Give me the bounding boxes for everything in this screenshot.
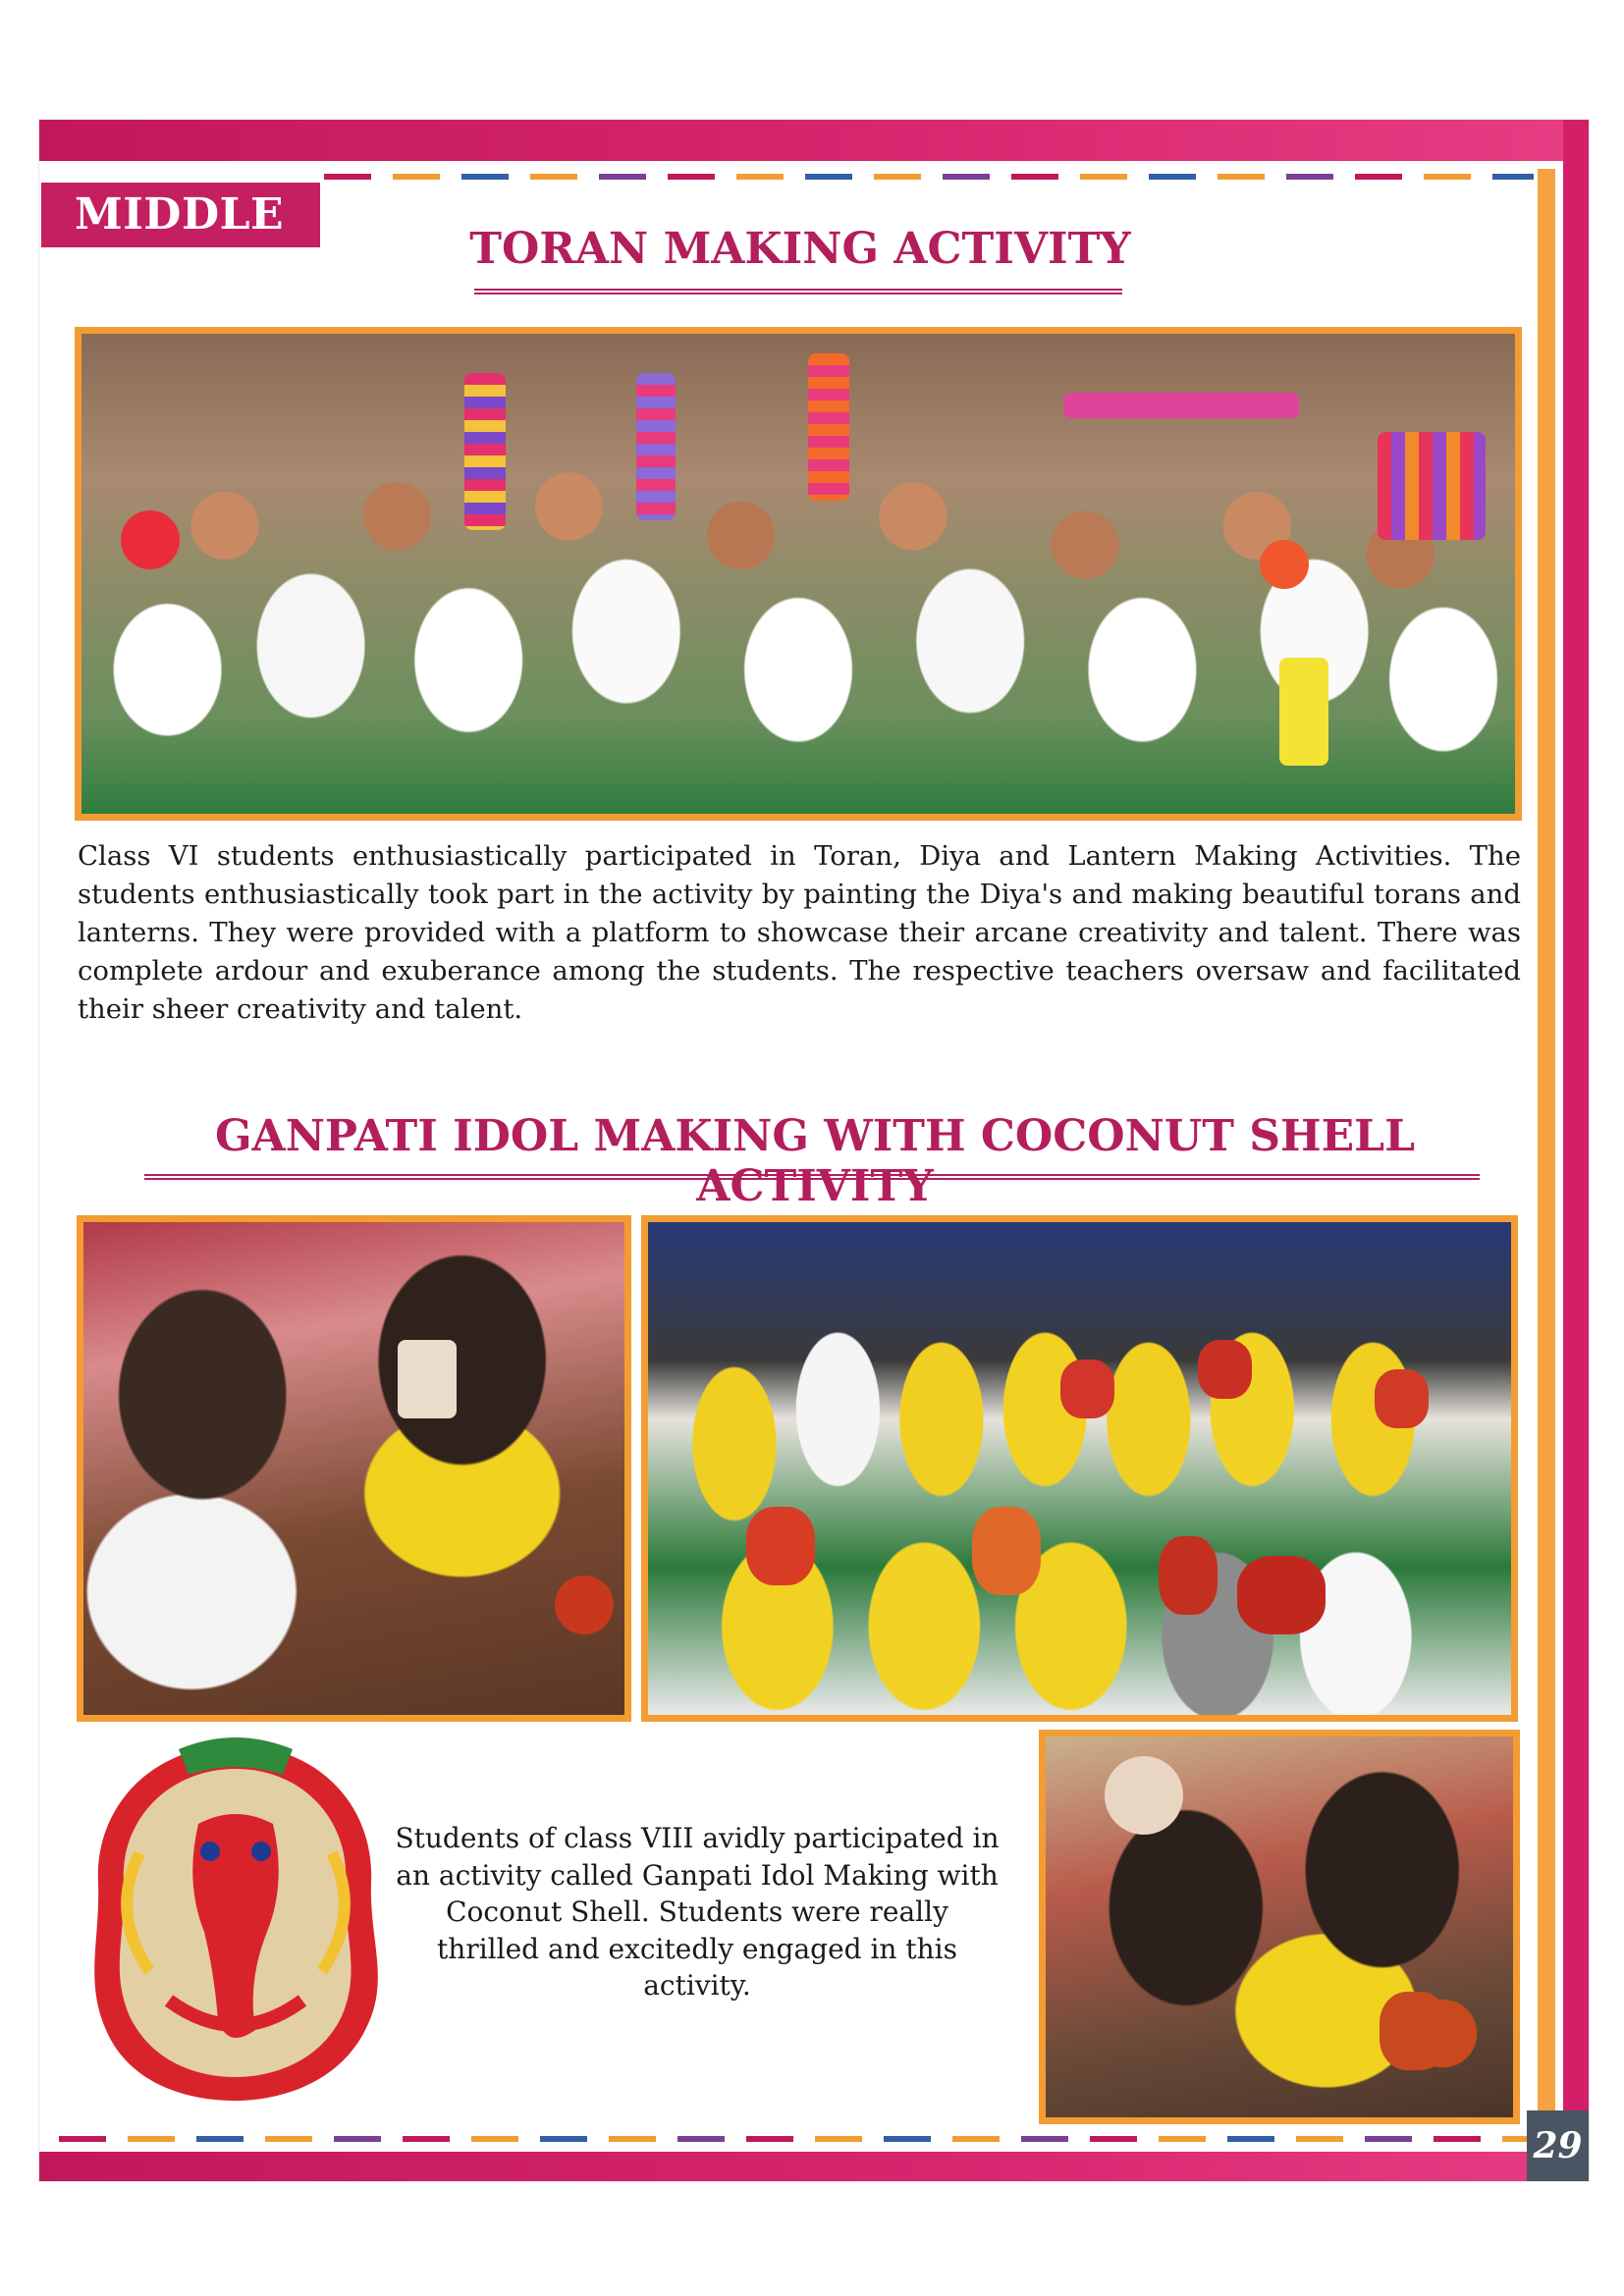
class-viii-group-photo (641, 1215, 1518, 1722)
section2-title: GANPATI IDOL MAKING WITH COCONUT SHELL ACTIVITY (214, 1111, 1416, 1211)
toran-group-photo (75, 327, 1522, 821)
page-number: 29 (1527, 2110, 1589, 2181)
section1-title: TORAN MAKING ACTIVITY (469, 224, 1131, 274)
dashed-divider-bottom (59, 2136, 1532, 2142)
idol-making-closeup-photo (77, 1215, 631, 1722)
section-tag: MIDDLE (41, 183, 320, 247)
section2-body: Students of class VIII avidly participated in an activity called Ganpati Idol Making with Coconut Shell. Students were really thrilled and excitedly engaged in this activity. (395, 1822, 1000, 2002)
right-border-orange (1538, 169, 1555, 2132)
right-border-pink (1563, 120, 1589, 2181)
ganpati-idol-image (81, 1735, 391, 2109)
section1-body: Class VI students enthusiastically participated in Toran, Diya and Lantern Making Activities. The students enthusiastically took part in the activity by painting the Diya's and making beautiful torans and lanterns. They were provided with a platform to showcase their arcane creativity and talent. There was complete ardour and exuberance among the students. The respective teachers oversaw and facilitated their sheer creativity and talent. (78, 840, 1521, 1025)
top-band (39, 120, 1589, 161)
section1-title-underline (474, 289, 1122, 294)
section2-title-underline (144, 1174, 1480, 1180)
bottom-band (39, 2152, 1589, 2181)
girls-making-idol-photo (1039, 1730, 1520, 2124)
dashed-divider-top (324, 174, 1534, 180)
